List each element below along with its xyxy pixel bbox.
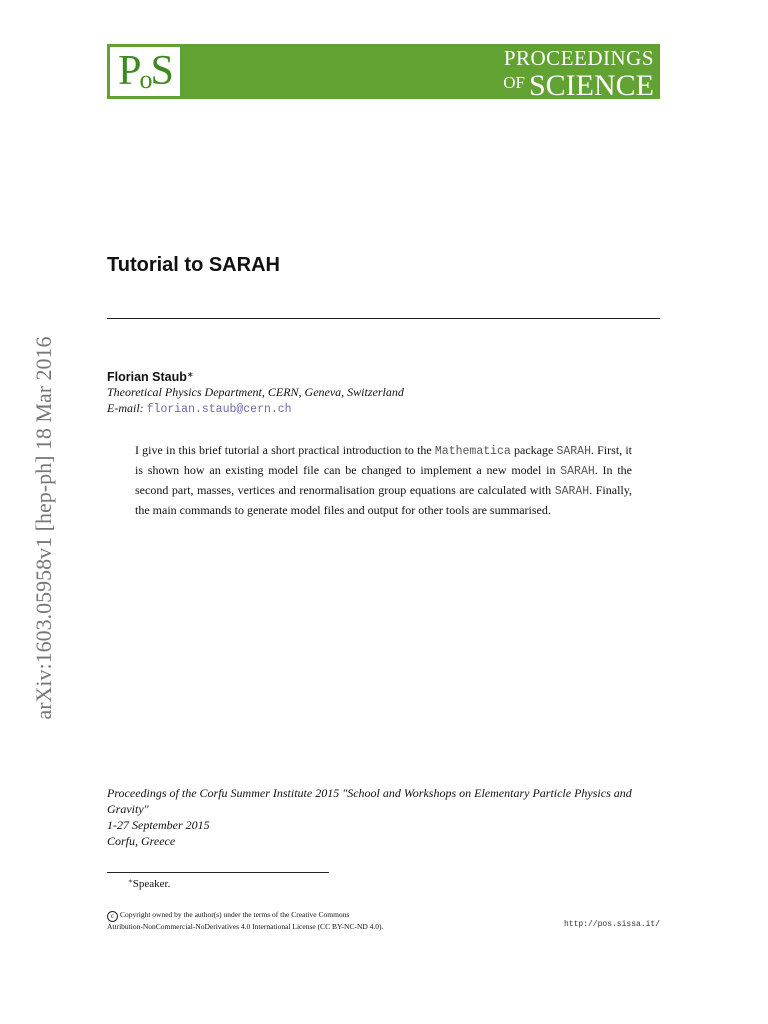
copyright-notice: c Copyright owned by the author(s) under the terms of the Creative Commons Attribution-NonCommercial-NoDerivatives 4.0 International License (CC BY-NC-ND 4.0). [107,910,384,931]
conference-place: Corfu, Greece [107,834,176,848]
conference-name: Proceedings of the Corfu Summer Institute 2015 "School and Workshops on Elementary Particle Physics and Gravity" [107,786,632,816]
abstract: I give in this brief tutorial a short practical introduction to the Mathematica package SARAH. First, it is shown how an existing model file can be changed to implement a new model in SARAH. In the second part, masses, vertices and renormalisation group equations are calculated with SARAH. Finally, the main commands to generate model files and output for other tools are summarised. [135,443,633,517]
code-sarah: SARAH [556,445,591,458]
copyright-icon: c [107,911,118,922]
banner-of-science [503,68,654,106]
footnote: ∗Speaker. [128,877,171,890]
pos-logo-text: PoS [118,48,172,94]
title-rule [107,318,660,319]
banner-science: SCIENCE [528,69,654,102]
footnote-rule [107,872,329,873]
code-sarah: SARAH [560,465,595,478]
conference-date: 1-27 September 2015 [107,818,210,832]
author-affiliation: Theoretical Physics Department, CERN, Geneva, Switzerland [107,385,404,399]
conference-info [107,785,660,849]
code-sarah: SARAH [554,485,590,498]
email-link[interactable]: florian.staub@cern.ch [146,403,292,416]
arxiv-stamp: arXiv:1603.05958v1 [hep-ph] 18 Mar 2016 [31,336,56,720]
author-email-line [107,401,292,416]
paper-title: Tutorial to SARAH [107,254,280,276]
pos-logo [110,47,180,96]
author-footnote-mark: ∗ [186,370,194,379]
code-mathematica: Mathematica [434,445,511,458]
banner-proceedings: PROCEEDINGS [503,46,654,70]
pos-url-link[interactable]: http://pos.sissa.it/ [563,920,660,929]
author-name: Florian Staub∗ [107,370,194,384]
email-label: E-mail: [107,401,144,415]
banner-of: OF [503,73,525,92]
pos-banner [107,44,660,102]
